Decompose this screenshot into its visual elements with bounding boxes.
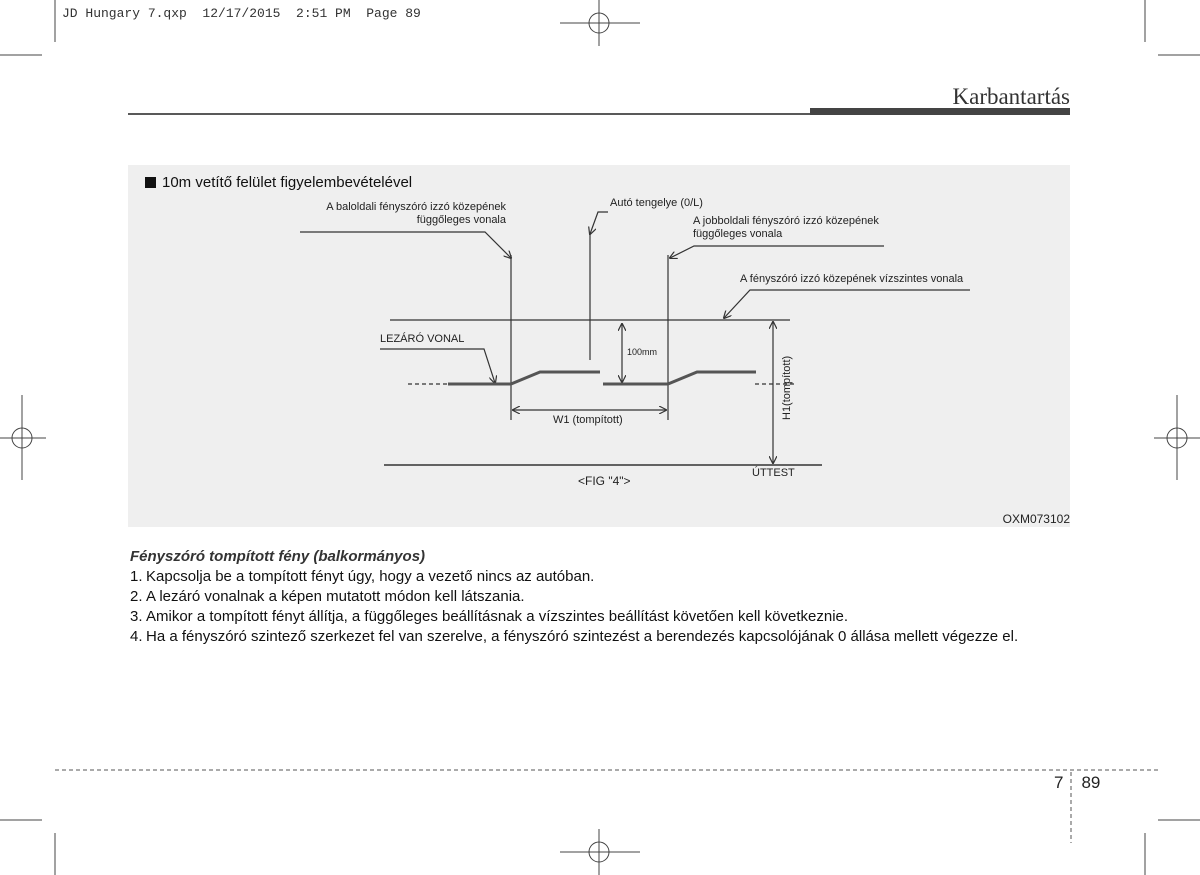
left-beam-cutoff (448, 372, 600, 384)
section-title: Karbantartás (952, 84, 1070, 109)
dimension-100mm-label: 100mm (627, 347, 658, 357)
chapter-number: 7 (1054, 773, 1064, 792)
figure-code: OXM073102 (1002, 512, 1070, 526)
instructions (130, 547, 1070, 647)
step-text: Ha a fényszóró szintező szerkezet fel van szerelve, a fényszóró szintezést a berendezés kapcsolójának 0 állása mellett végezze el. (146, 628, 1019, 645)
instructions-subtitle: Fényszóró tompított fény (balkormányos) (130, 548, 426, 565)
car-axis-label: Autó tengelye (0/L) (610, 197, 703, 209)
step-text: Amikor a tompított fényt állítja, a függőleges beállításnak a vízszintes beállítást követően kell következnie. (146, 608, 849, 625)
cutoff-leader (380, 349, 495, 383)
step-number: 1. (130, 568, 143, 585)
left-lamp-label-line2: függőleges vonala (416, 214, 506, 226)
step-text: Kapcsolja be a tompított fényt úgy, hogy a vezető nincs az autóban. (146, 568, 595, 585)
left-lamp-label (290, 201, 506, 227)
car-axis-leader (590, 212, 608, 234)
page-number (1054, 773, 1100, 793)
figure-caption: <FIG "4"> (578, 474, 631, 488)
step-number: 3. (130, 608, 143, 625)
list-item (130, 607, 1070, 627)
left-lamp-label-line1: A baloldali fényszóró izzó közepének (326, 201, 506, 213)
right-lamp-label (693, 215, 879, 241)
right-lamp-leader (670, 246, 884, 258)
print-slug: JD Hungary 7.qxp 12/17/2015 2:51 PM Page 89 (62, 6, 421, 21)
step-text: A lezáró vonalnak a képen mutatott módon kell látszania. (146, 588, 525, 605)
right-lamp-label-line2: függőleges vonala (693, 228, 783, 240)
right-lamp-label-line1: A jobboldali fényszóró izzó közepének (693, 215, 879, 227)
step-number: 2. (130, 588, 143, 605)
horizontal-line-label: A fényszóró izzó közepének vízszintes vonala (740, 273, 964, 285)
left-lamp-leader (300, 232, 511, 258)
right-beam-cutoff (603, 372, 756, 384)
step-number: 4. (130, 628, 143, 645)
horizontal-leader (724, 290, 970, 318)
h1-label: H1(tompított) (781, 355, 793, 420)
cutoff-line-label: LEZÁRÓ VONAL (380, 333, 465, 345)
figure-heading-text: 10m vetítő felület figyelembevételével (162, 174, 413, 191)
page-number-value: 89 (1081, 773, 1101, 792)
steps-list (130, 567, 1070, 647)
ground-label: ÚTTEST (752, 467, 795, 479)
list-item (130, 587, 1070, 607)
w1-label: W1 (tompított) (553, 414, 623, 426)
list-item (130, 567, 1070, 587)
list-item (130, 627, 1070, 647)
